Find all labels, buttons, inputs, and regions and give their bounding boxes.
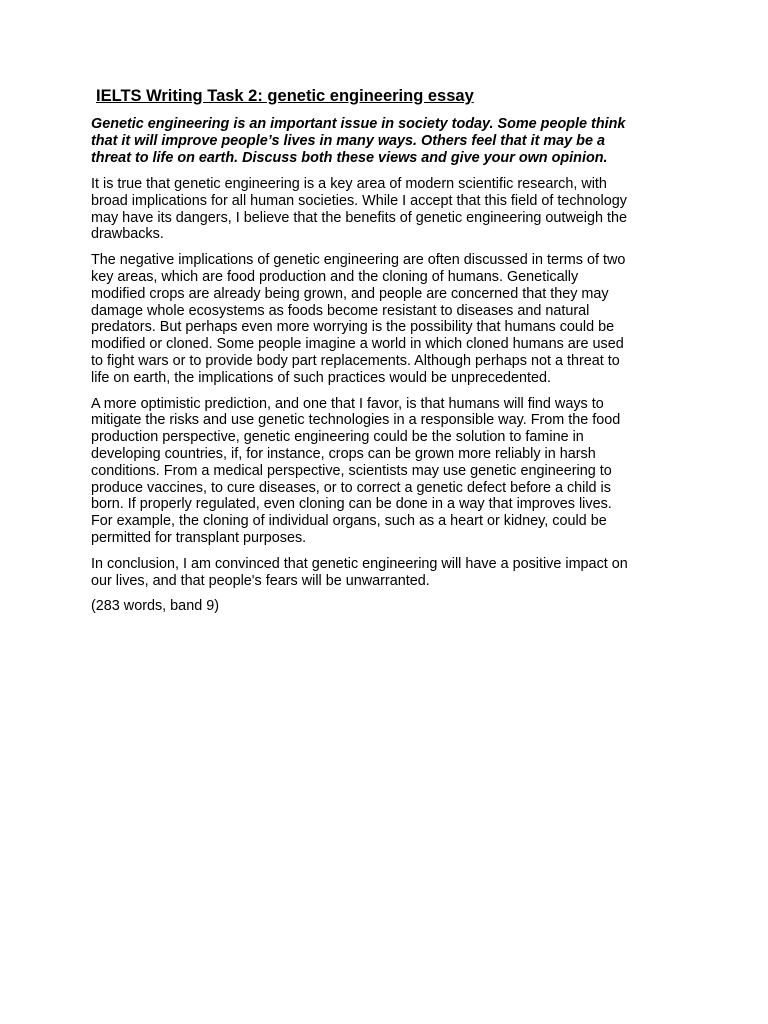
prompt-line: threat to life on earth. Discuss both these views and give your own opinion. xyxy=(91,150,608,166)
text-line: to fight wars or to provide body part replacements. Although perhaps not a threat to xyxy=(91,352,620,369)
text-line: In conclusion, I am convinced that genetic engineering will have a positive impact on xyxy=(91,555,628,572)
text-line: A more optimistic prediction, and one that I favor, is that humans will find ways to xyxy=(91,395,604,412)
text-line: produce vaccines, to cure diseases, or to correct a genetic defect before a child is xyxy=(91,479,611,496)
text-line: our lives, and that people's fears will be unwarranted. xyxy=(91,572,430,589)
text-line: conditions. From a medical perspective, scientists may use genetic engineering to xyxy=(91,462,612,479)
text-line: It is true that genetic engineering is a key area of modern scientific research, with xyxy=(91,176,607,192)
prompt-line: that it will improve people’s lives in many ways. Others feel that it may be a xyxy=(91,133,605,149)
text-line: predators. But perhaps even more worrying is the possibility that humans could be xyxy=(91,319,615,336)
prompt-line: Genetic engineering is an important issue in society today. Some people think xyxy=(91,116,626,132)
text-line: developing countries, if, for instance, crops can be grown more reliably in harsh xyxy=(91,445,596,462)
essay-prompt xyxy=(91,116,676,167)
paragraph-optimistic-prediction xyxy=(91,396,676,547)
text-line: permitted for transplant purposes. xyxy=(91,529,307,546)
text-line: mitigate the risks and use genetic technologies in a responsible way. From the food xyxy=(91,412,621,429)
text-line: modified crops are already being grown, and people are concerned that they may xyxy=(91,285,609,302)
text-line: key areas, which are food production and the cloning of humans. Genetically xyxy=(91,268,579,285)
text-line: damage whole ecosystems as foods become resistant to diseases and natural xyxy=(91,302,590,319)
paragraph-conclusion xyxy=(91,556,676,590)
text-line: drawbacks. xyxy=(91,226,164,243)
text-line: The negative implications of genetic engineering are often discussed in terms of two xyxy=(91,252,626,269)
document-title: IELTS Writing Task 2: genetic engineering essay xyxy=(96,87,474,105)
paragraph-negative-implications xyxy=(91,252,676,386)
text-line: broad implications for all human societies. While I accept that this field of technology xyxy=(91,192,627,209)
text-line: life on earth, the implications of such practices would be unprecedented. xyxy=(91,369,551,386)
text-line: modified or cloned. Some people imagine a world in which cloned humans are used xyxy=(91,336,624,353)
text-line: born. If properly regulated, even cloning can be done in a way that improves lives. xyxy=(91,496,612,513)
word-count-note xyxy=(91,598,676,615)
text-line: For example, the cloning of individual organs, such as a heart or kidney, could be xyxy=(91,513,607,530)
paragraph-introduction xyxy=(91,176,676,243)
text-line: production perspective, genetic engineering could be the solution to famine in xyxy=(91,429,584,446)
document-page xyxy=(91,86,676,624)
text-line: (283 words, band 9) xyxy=(91,598,219,615)
text-line: may have its dangers, I believe that the benefits of genetic engineering outweigh the xyxy=(91,209,628,226)
